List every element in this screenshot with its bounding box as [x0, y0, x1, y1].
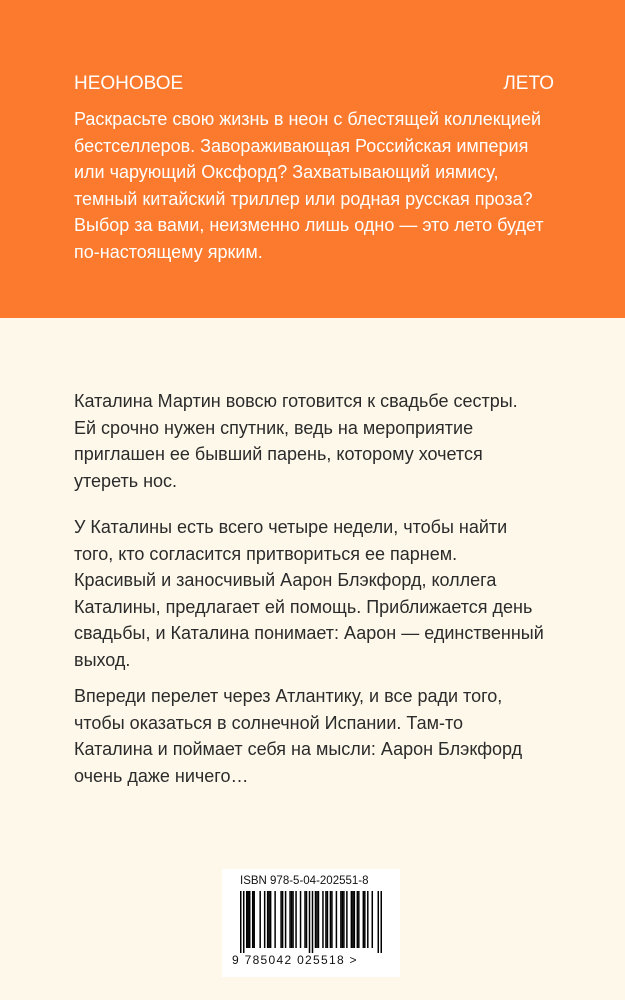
barcode-bar [351, 891, 352, 948]
description-line: чтобы оказаться в солнечной Испании. Там-то [74, 712, 463, 733]
barcode-bar [280, 891, 281, 948]
series-blurb-line: по-настоящему ярким. [74, 241, 263, 262]
barcode-bar [346, 891, 347, 948]
description-line: У Каталины есть всего четыре недели, чтобы найти [74, 517, 508, 537]
description-line: Каталины, предлагает ей помощь. Приближается день [74, 596, 533, 617]
barcode-bar [312, 891, 313, 953]
description-line: очень даже ничего… [74, 765, 249, 786]
series-blurb-line: Раскрасьте свою жизнь в неон с блестящей коллекцией [74, 109, 542, 129]
barcode-bar [253, 891, 254, 948]
barcode-bar [270, 891, 271, 948]
barcode-bar [316, 891, 317, 948]
description-line: приглашен ее бывший парень, которому хочется [74, 444, 483, 464]
barcode-bar [289, 891, 290, 948]
barcode-bar [259, 891, 260, 948]
barcode-icon [240, 891, 382, 953]
barcode-bar [325, 891, 326, 948]
barcode-bar [300, 891, 301, 948]
barcode-bar [322, 891, 323, 948]
barcode-bar [342, 891, 343, 948]
barcode-bar [352, 891, 353, 948]
barcode-bar [358, 891, 359, 948]
barcode-bar [274, 891, 275, 948]
barcode-block [222, 869, 400, 977]
barcode-bar [336, 891, 337, 948]
series-blurb-line: темный китайский триллер или родная русская проза? [74, 188, 533, 209]
barcode-bar [246, 891, 247, 948]
barcode-bar [330, 891, 331, 948]
barcode-bar [318, 891, 319, 948]
description-line: Ей срочно нужен спутник, ведь на мероприятие [74, 417, 474, 438]
barcode-bar [247, 891, 248, 948]
description-line: Впереди перелет через Атлантику, и все ради того, [74, 686, 503, 706]
description-paragraph-3 [74, 683, 574, 789]
barcode-bar [285, 891, 286, 948]
barcode-bar [267, 891, 268, 948]
description-line: того, кто согласится притвориться ее парнем. [74, 543, 458, 564]
barcode-bar [354, 891, 355, 948]
barcode-bar [243, 891, 244, 953]
series-blurb-line: бестселлеров. Завораживающая Российская империя [74, 135, 529, 156]
barcode-bar [363, 891, 364, 948]
barcode-bar [367, 891, 368, 948]
barcode-bar [331, 891, 332, 948]
series-blurb-line: Выбор за вами, неизменно лишь одно — это лето будет [74, 215, 544, 235]
barcode-bar [306, 891, 307, 948]
barcode-bar [295, 891, 296, 948]
barcode-bar [249, 891, 250, 948]
barcode-bar [372, 891, 373, 948]
description-line: утереть нос. [74, 470, 178, 491]
barcode-bar [292, 891, 293, 948]
barcode-bar [378, 891, 379, 953]
barcode-bar [252, 891, 253, 948]
description-line: свадьбы, и Каталина понимает: Аарон — единственный [74, 623, 544, 643]
series-banner [0, 0, 625, 318]
barcode-bar [357, 891, 358, 948]
description-line: Каталина и поймает себя на мысли: Аарон Блэкфорд [74, 739, 523, 759]
barcode-bar [304, 891, 305, 948]
barcode-bar [364, 891, 365, 948]
series-blurb-line: или чарующий Оксфорд? Захватывающий иямису, [74, 162, 499, 182]
barcode-digits: 9 785042 025518 > [232, 953, 358, 967]
barcode-bar [315, 891, 316, 948]
barcode-bar [282, 891, 283, 948]
barcode-bar [240, 891, 241, 953]
series-title: НЕОНОВОЕ ЛЕТО [74, 73, 554, 94]
description-paragraph-2 [74, 514, 574, 673]
barcode-bar [340, 891, 341, 948]
isbn-label: ISBN 978-5-04-202551-8 [240, 875, 369, 887]
series-blurb [74, 106, 574, 265]
description-line: Каталина Мартин вовсю готовится к свадьбе сестры. [74, 391, 518, 411]
barcode-bar [327, 891, 328, 948]
barcode-bar [381, 891, 382, 953]
barcode-bar [291, 891, 292, 948]
barcode-bar [264, 891, 265, 948]
barcode-bar [268, 891, 269, 948]
description-line: Красивый и заносчивый Аарон Блэкфорд, коллега [74, 570, 497, 590]
description-line: выход. [74, 649, 131, 670]
barcode-bar [343, 891, 344, 948]
description-paragraph-1 [74, 388, 574, 494]
barcode-bar [309, 891, 310, 953]
